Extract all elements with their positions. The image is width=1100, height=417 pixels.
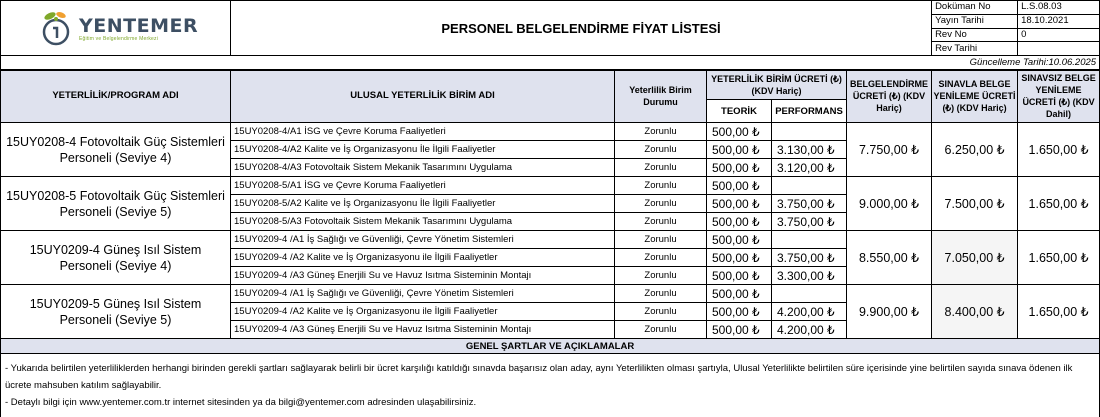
unit-name: 15UY0209-4 /A3 Güneş Enerjili Su ve Havuz Isıtma Sisteminin Montajı	[231, 321, 615, 339]
performance-fee: 3.750,00 ₺	[772, 213, 847, 231]
meta-label: Yayın Tarihi	[932, 14, 1018, 28]
certification-fee: 9.900,00 ₺	[847, 285, 932, 339]
notes-body	[1, 354, 1100, 417]
unit-name: 15UY0209-4 /A2 Kalite ve İş Organizasyonu ile İlgili Faaliyetler	[231, 303, 615, 321]
unit-status: Zorunlu	[615, 321, 707, 339]
unit-status: Zorunlu	[615, 141, 707, 159]
theory-fee: 500,00 ₺	[707, 159, 772, 177]
column-header-performance: PERFORMANS	[772, 100, 847, 123]
performance-fee	[772, 285, 847, 303]
program-name: 15UY0209-5 Güneş Isıl Sistem Personeli (Seviye 5)	[1, 285, 231, 339]
meta-value	[1018, 42, 1100, 56]
note-line: - Yukarıda belirtilen yeterliliklerden herhangi birinden gerekli şartları sağlayarak belirli bir ücret karşılığı katıldığı sınavda başarısız olan aday, aynı Yeterlilikten olması şartıyla, Ulusal Yeterlilikte belirtilen süre içerisinde yine belirtilen sayıda sınava ödenen ilk ücrete mahsuben katılım sağlayabilir.	[5, 363, 1073, 391]
unit-name: 15UY0208-5/A3 Fotovoltaik Sistem Mekanik Tasarımını Uygulama	[231, 213, 615, 231]
theory-fee: 500,00 ₺	[707, 195, 772, 213]
unit-status: Zorunlu	[615, 303, 707, 321]
meta-label: Doküman No	[932, 1, 1018, 15]
renewal-exam-fee: 6.250,00 ₺	[932, 123, 1018, 177]
table-row	[1, 177, 1100, 195]
notes-title: GENEL ŞARTLAR VE AÇIKLAMALAR	[1, 339, 1100, 354]
theory-fee: 500,00 ₺	[707, 141, 772, 159]
theory-fee: 500,00 ₺	[707, 123, 772, 141]
performance-fee: 3.120,00 ₺	[772, 159, 847, 177]
logo-cell	[1, 1, 231, 56]
unit-name: 15UY0208-4/A1 İSG ve Çevre Koruma Faaliyetleri	[231, 123, 615, 141]
unit-name: 15UY0208-5/A2 Kalite ve İş Organizasyonu İle İlgili Faaliyetler	[231, 195, 615, 213]
column-header-cert-fee: BELGELENDİRME ÜCRETİ (₺) (KDV Hariç)	[847, 70, 932, 123]
renewal-noexam-fee: 1.650,00 ₺	[1018, 285, 1100, 339]
performance-fee: 3.300,00 ₺	[772, 267, 847, 285]
column-header-renew-exam: SINAVLA BELGE YENİLEME ÜCRETİ (₺) (KDV Hariç)	[932, 70, 1018, 123]
column-header-program: YETERLİLİK/PROGRAM ADI	[1, 70, 231, 123]
renewal-exam-fee: 8.400,00 ₺	[932, 285, 1018, 339]
renewal-noexam-fee: 1.650,00 ₺	[1018, 231, 1100, 285]
unit-status: Zorunlu	[615, 231, 707, 249]
note-line: - Detaylı bilgi için www.yentemer.com.tr internet sitesinden ya da bilgi@yentemer.com adresinden ulaşabilirsiniz.	[5, 397, 477, 408]
unit-status: Zorunlu	[615, 249, 707, 267]
table-row	[1, 285, 1100, 303]
performance-fee: 4.200,00 ₺	[772, 303, 847, 321]
unit-status: Zorunlu	[615, 123, 707, 141]
document-title: PERSONEL BELGELENDİRME FİYAT LİSTESİ	[231, 1, 932, 56]
column-header-renew-noexam: SINAVSIZ BELGE YENİLEME ÜCRETİ (₺) (KDV Dahil)	[1018, 70, 1100, 123]
theory-fee: 500,00 ₺	[707, 303, 772, 321]
performance-fee: 3.750,00 ₺	[772, 249, 847, 267]
update-date: Güncelleme Tarihi:10.06.2025	[1, 56, 1100, 70]
theory-fee: 500,00 ₺	[707, 267, 772, 285]
renewal-noexam-fee: 1.650,00 ₺	[1018, 123, 1100, 177]
column-header-theory: TEORİK	[707, 100, 772, 123]
table-row	[1, 123, 1100, 141]
renewal-exam-fee: 7.500,00 ₺	[932, 177, 1018, 231]
unit-status: Zorunlu	[615, 213, 707, 231]
unit-status: Zorunlu	[615, 159, 707, 177]
theory-fee: 500,00 ₺	[707, 321, 772, 339]
logo-text: YENTEMER	[79, 14, 199, 37]
column-header-status: Yeterlilik Birim Durumu	[615, 70, 707, 123]
column-header-unit-fee: YETERLİLİK BİRİM ÜCRETİ (₺) (KDV Hariç)	[707, 70, 847, 100]
logo-subtitle: Eğitim ve Belgelendirme Merkezi	[79, 35, 159, 42]
unit-name: 15UY0209-4 /A2 Kalite ve İş Organizasyonu ile İlgili Faaliyetler	[231, 249, 615, 267]
meta-label: Rev No	[932, 28, 1018, 42]
theory-fee: 500,00 ₺	[707, 213, 772, 231]
theory-fee: 500,00 ₺	[707, 285, 772, 303]
performance-fee	[772, 123, 847, 141]
performance-fee	[772, 177, 847, 195]
table-row	[1, 231, 1100, 249]
certification-fee: 9.000,00 ₺	[847, 177, 932, 231]
unit-name: 15UY0208-4/A2 Kalite ve İş Organizasyonu İle İlgili Faaliyetler	[231, 141, 615, 159]
unit-name: 15UY0209-4 /A3 Güneş Enerjili Su ve Havuz Isıtma Sisteminin Montajı	[231, 267, 615, 285]
unit-name: 15UY0208-4/A3 Fotovoltaik Sistem Mekanik Tasarımını Uygulama	[231, 159, 615, 177]
meta-value: L.S.08.03	[1018, 1, 1100, 15]
unit-name: 15UY0208-5/A1 İSG ve Çevre Koruma Faaliyetleri	[231, 177, 615, 195]
renewal-exam-fee: 7.050,00 ₺	[932, 231, 1018, 285]
performance-fee: 3.130,00 ₺	[772, 141, 847, 159]
logo-emblem-icon	[39, 8, 73, 48]
meta-label: Rev Tarihi	[932, 42, 1018, 56]
theory-fee: 500,00 ₺	[707, 177, 772, 195]
performance-fee: 3.750,00 ₺	[772, 195, 847, 213]
unit-name: 15UY0209-4 /A1 İş Sağlığı ve Güvenliği, Çevre Yönetim Sistemleri	[231, 285, 615, 303]
unit-status: Zorunlu	[615, 285, 707, 303]
theory-fee: 500,00 ₺	[707, 231, 772, 249]
performance-fee: 4.200,00 ₺	[772, 321, 847, 339]
column-header-unit: ULUSAL YETERLİLİK BİRİM ADI	[231, 70, 615, 123]
company-logo	[1, 8, 230, 48]
program-name: 15UY0209-4 Güneş Isıl Sistem Personeli (Seviye 4)	[1, 231, 231, 285]
unit-name: 15UY0209-4 /A1 İş Sağlığı ve Güvenliği, Çevre Yönetim Sistemleri	[231, 231, 615, 249]
program-name: 15UY0208-5 Fotovoltaik Güç Sistemleri Personeli (Seviye 5)	[1, 177, 231, 231]
unit-status: Zorunlu	[615, 177, 707, 195]
unit-status: Zorunlu	[615, 267, 707, 285]
theory-fee: 500,00 ₺	[707, 249, 772, 267]
meta-value: 18.10.2021	[1018, 14, 1100, 28]
certification-fee: 8.550,00 ₺	[847, 231, 932, 285]
unit-status: Zorunlu	[615, 195, 707, 213]
performance-fee	[772, 231, 847, 249]
meta-value: 0	[1018, 28, 1100, 42]
program-name: 15UY0208-4 Fotovoltaik Güç Sistemleri Personeli (Seviye 4)	[1, 123, 231, 177]
certification-fee: 7.750,00 ₺	[847, 123, 932, 177]
renewal-noexam-fee: 1.650,00 ₺	[1018, 177, 1100, 231]
